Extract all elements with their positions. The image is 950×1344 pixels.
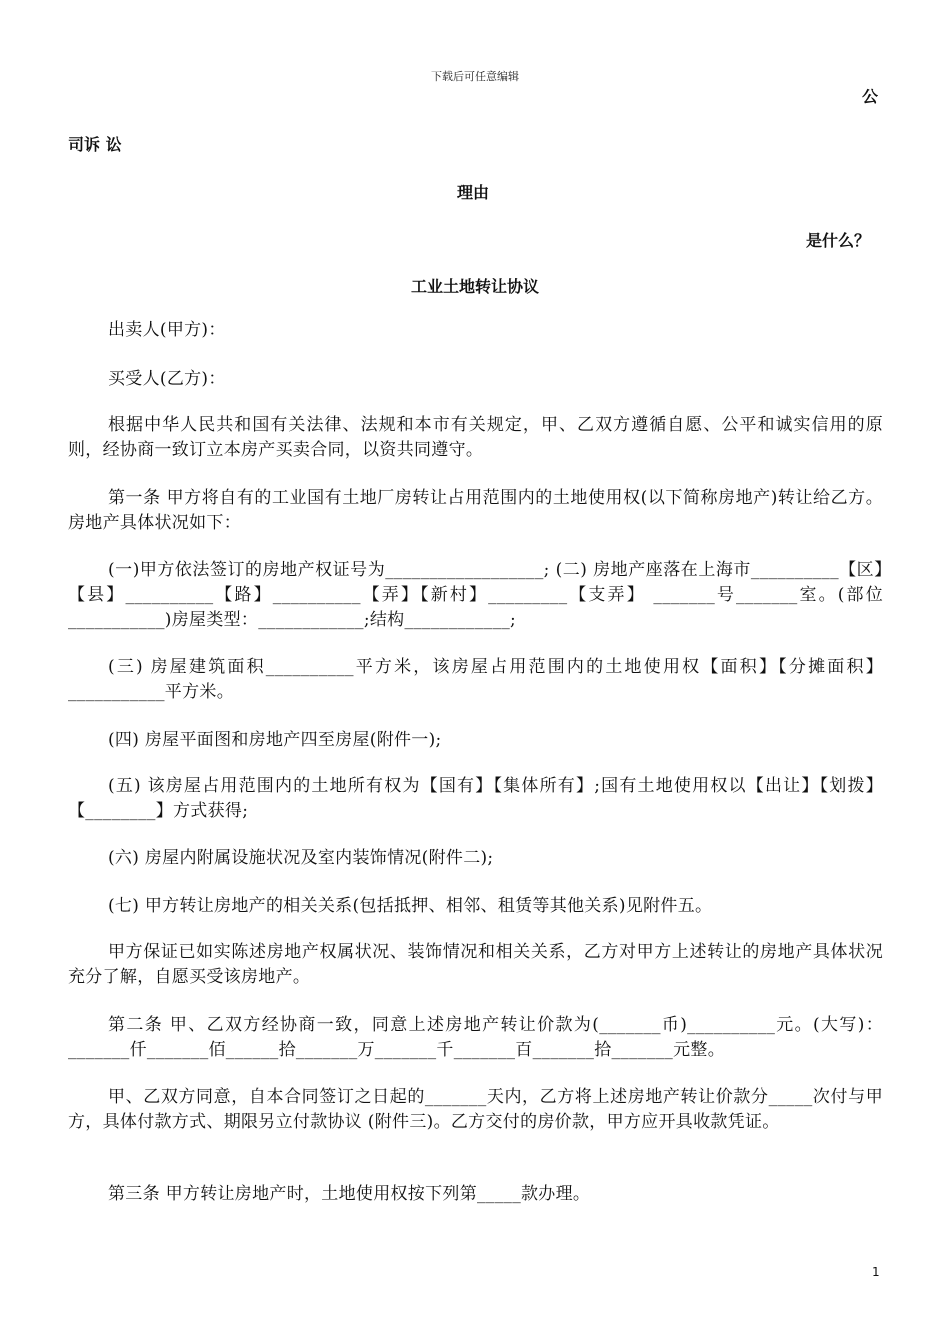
paragraph-payment: 甲、乙双方同意，自本合同签订之日起的_______天内，乙方将上述房地产转让价款分_____次付与甲方，具体付款方式、期限另立付款协议 (附件三)。乙方交付的房价款，甲方应开具收款凭证。 <box>68 1087 883 1132</box>
paragraph-item-3: (三) 房屋建筑面积__________平方米，该房屋占用范围内的土地使用权【面积】【分摊面积】___________平方米。 <box>68 657 883 702</box>
paragraph-article-1: 第一条 甲方将自有的工业国有土地厂房转让占用范围内的土地使用权(以下简称房地产)转让给乙方。房地产具体状况如下： <box>68 488 883 533</box>
page-header-note: 下载后可任意编辑 <box>431 70 519 83</box>
paragraph-buyer: 买受人(乙方)： <box>108 369 226 389</box>
paragraph-item-6: (六) 房屋内附属设施状况及室内装饰情况(附件二); <box>108 848 494 868</box>
paragraph-preamble: 根据中华人民共和国有关法律、法规和本市有关规定，甲、乙双方遵循自愿、公平和诚实信用的原则，经协商一致订立本房产买卖合同，以资共同遵守。 <box>68 415 883 460</box>
paragraph-seller: 出卖人(甲方)： <box>108 320 226 340</box>
paragraph-item-1-2: (一)甲方依法签订的房地产权证号为__________________; (二) 房地产座落在上海市__________【区】【县】__________【路】__________【弄】【新村】_________【支弄】 _______号_______室。(部位___________)房屋类型：____________;结构____________; <box>68 560 883 630</box>
paragraph-article-2: 第二条 甲、乙双方经协商一致，同意上述房地产转让价款为(_______币)__________元。(大写)： _______仟_______佰______拾_______万_______千_______百_______拾_______元整。 <box>68 1015 883 1060</box>
paragraph-item-5: (五) 该房屋占用范围内的土地所有权为【国有】【集体所有】;国有土地使用权以【出让】【划拨】【________】方式获得; <box>68 776 883 821</box>
document-title: 工业土地转让协议 <box>410 277 539 296</box>
page-number: 1 <box>872 1265 880 1279</box>
paragraph-guarantee: 甲方保证已如实陈述房地产权属状况、装饰情况和相关关系，乙方对甲方上述转让的房地产具体状况充分了解，自愿买受该房地产。 <box>68 942 883 987</box>
title-fragment-sisong: 司诉 讼 <box>68 135 122 154</box>
paragraph-article-3: 第三条 甲方转让房地产时，土地使用权按下列第_____款办理。 <box>108 1184 591 1204</box>
title-fragment-shishenme: 是什么？ <box>806 231 871 250</box>
title-fragment-gong: 公 <box>862 87 879 106</box>
paragraph-item-7: (七) 甲方转让房地产的相关关系(包括抵押、相邻、租赁等其他关系)见附件五。 <box>108 896 713 916</box>
paragraph-item-4: (四) 房屋平面图和房地产四至房屋(附件一); <box>108 730 442 750</box>
title-fragment-liyou: 理由 <box>457 183 490 202</box>
